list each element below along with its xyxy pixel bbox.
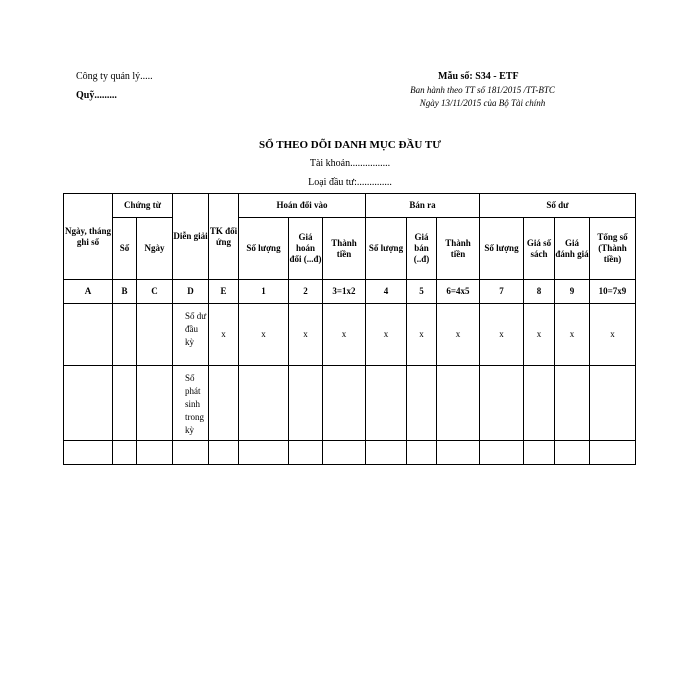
table-cell [137, 441, 173, 465]
table-cell [437, 441, 480, 465]
table-cell [64, 304, 113, 366]
table-row-period-activity [64, 366, 636, 441]
table-cell [113, 304, 137, 366]
table-cell [289, 366, 323, 441]
table-cell: x [590, 304, 636, 366]
table-cell: x [209, 304, 239, 366]
table-row-blank [64, 441, 636, 465]
table-cell [64, 366, 113, 441]
opening-balance-label: Số dư đầu kỳ [173, 304, 209, 366]
code-cell: 6=4x5 [437, 280, 480, 304]
table-cell [64, 441, 113, 465]
table-cell [239, 366, 289, 441]
table-row-opening-balance [64, 304, 636, 366]
table-cell: x [524, 304, 555, 366]
swap-price-header: Giá hoán đổi (...đ) [289, 218, 323, 280]
table-cell: x [437, 304, 480, 366]
swap-qty-header: Số lượng [239, 218, 289, 280]
page-title: SỔ THEO DÕI DANH MỤC ĐẦU TƯ [259, 139, 441, 151]
col-voucher-date-header: Ngày [137, 218, 173, 280]
table-cell [524, 441, 555, 465]
table-cell [590, 441, 636, 465]
bal-book-header: Giá số sách [524, 218, 555, 280]
group-swap-in-header: Hoán đổi vào [239, 194, 366, 218]
table-cell [209, 441, 239, 465]
table-cell [137, 366, 173, 441]
table-cell: x [239, 304, 289, 366]
table-cell [173, 441, 209, 465]
table-cell [480, 441, 524, 465]
table-cell [555, 366, 590, 441]
col-voucher-header: Chứng từ [113, 194, 173, 218]
bal-total-header: Tổng số (Thành tiền) [590, 218, 636, 280]
sold-qty-header: Số lượng [366, 218, 407, 280]
code-cell: B [113, 280, 137, 304]
table-cell [209, 366, 239, 441]
group-balance-header: Số dư [480, 194, 636, 218]
col-date-header: Ngày, tháng ghi sổ [64, 194, 113, 280]
table-cell [407, 366, 437, 441]
bal-eval-header: Giá đánh giá [555, 218, 590, 280]
table-cell [366, 366, 407, 441]
header-row-2 [64, 218, 636, 280]
table-cell [323, 366, 366, 441]
sold-amount-header: Thành tiền [437, 218, 480, 280]
table-cell [590, 366, 636, 441]
table-cell [555, 441, 590, 465]
code-cell: A [64, 280, 113, 304]
table-cell [137, 304, 173, 366]
period-activity-label: Số phát sinh trong kỳ [173, 366, 209, 441]
table-cell [323, 441, 366, 465]
code-cell: 3=1x2 [323, 280, 366, 304]
investment-ledger-table [63, 193, 636, 465]
table-cell: x [555, 304, 590, 366]
code-cell: 7 [480, 280, 524, 304]
table-cell [113, 441, 137, 465]
issued-line-2: Ngày 13/11/2015 của Bộ Tài chính [419, 98, 546, 108]
bal-qty-header: Số lượng [480, 218, 524, 280]
table-cell: x [366, 304, 407, 366]
header-row-1 [64, 194, 636, 218]
code-cell: C [137, 280, 173, 304]
table-cell [289, 441, 323, 465]
table-cell [239, 441, 289, 465]
swap-amount-header: Thành tiền [323, 218, 366, 280]
code-cell: E [209, 280, 239, 304]
table-cell [407, 441, 437, 465]
table-cell [113, 366, 137, 441]
table-cell: x [289, 304, 323, 366]
issued-line-1: Ban hành theo TT số 181/2015 /TT-BTC [410, 85, 555, 95]
fund-name: Quỹ......... [76, 90, 117, 101]
code-cell: 10=7x9 [590, 280, 636, 304]
code-cell: 5 [407, 280, 437, 304]
form-number: Mẫu số: S34 - ETF [438, 71, 519, 82]
sold-price-header: Giá bán (..đ) [407, 218, 437, 280]
group-sold-header: Bán ra [366, 194, 480, 218]
code-row [64, 280, 636, 304]
code-cell: D [173, 280, 209, 304]
table-cell [524, 366, 555, 441]
table-cell: x [480, 304, 524, 366]
col-account-header: TK đối ứng [209, 194, 239, 280]
code-cell: 8 [524, 280, 555, 304]
table-cell [437, 366, 480, 441]
table-cell [366, 441, 407, 465]
issued-by [395, 84, 570, 110]
table-cell [480, 366, 524, 441]
code-cell: 9 [555, 280, 590, 304]
code-cell: 1 [239, 280, 289, 304]
company-name: Công ty quản lý..... [76, 71, 153, 82]
table-cell: x [323, 304, 366, 366]
code-cell: 4 [366, 280, 407, 304]
table-cell: x [407, 304, 437, 366]
investment-type-line: Loại đầu tư:.............. [308, 177, 392, 188]
code-cell: 2 [289, 280, 323, 304]
account-line: Tài khoản................ [309, 158, 391, 169]
col-desc-header: Diễn giải [173, 194, 209, 280]
col-voucher-no-header: Số [113, 218, 137, 280]
